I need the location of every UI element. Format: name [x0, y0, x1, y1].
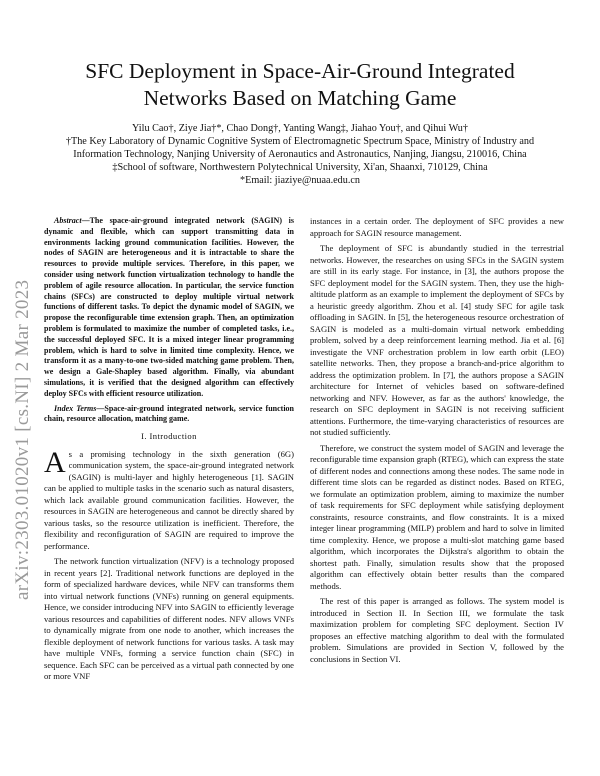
- abstract: [44, 216, 294, 400]
- intro-paragraph-2: The network function virtualization (NFV) is a technology proposed in recent years [2]. Traditional network functions are deployed in the form of specialized hardware devices, while NFV can transforms them into virtual network functions (VNFs) running on general equipments. Hence, we consider introducing NFV into SAGIN to efficiently leverage various resources and capabilities of different nodes. NFV allows VNFs to dynamically migrate from one node to another, which increases the flexible deployment of network functions for various tasks. A task may have multiple VNFs, forming a service function chain (SFC) in sequence. Each SFC can be perceived as a virtual path connected by one or more VNF: [44, 556, 294, 682]
- author-block: [30, 122, 570, 187]
- index-terms-label: Index Terms: [54, 403, 97, 413]
- right-paragraph-1: instances in a certain order. The deployment of SFC provides a new approach for SAGIN resource management.: [310, 216, 564, 238]
- affiliation-2: ‡School of software, Northwestern Polytechnical University, Xi'an, Shaanxi, 710129, China: [112, 162, 488, 173]
- paper-title: [40, 58, 560, 112]
- abstract-body: —The space-air-ground integrated network (SAGIN) is dynamic and flexible, which can support transmitting data in environments lacking ground communication facilities. However, the nodes of SAGIN are heterogeneous and it is intractable to share the resources to provide multiple services. Therefore, in this paper, we consider using network function virtualization technology to handle the problem of agile resource allocation. In particular, the service function chains (SFCs) are constructed to deploy multiple virtual network functions of different tasks. To depict the dynamic model of SAGIN, we propose the reconfigurable time extension graph. Then, an optimization problem is formulated to maximize the number of completed tasks, i.e., the successful deployed SFC. It is a mixed integer linear programming problem, which is hard to solve in limited time complexity. Hence, we transform it as a many-to-one two-sided matching game problem. Then, we design a Gale-Shapley based algorithm. Finally, via abundant simulations, it is verified that the designed algorithm can effectively deploy SFCs with efficient resource utilization.: [44, 216, 294, 398]
- right-paragraph-4: The rest of this paper is arranged as follows. The system model is introduced in Section II. In Section III, we formulate the task maximization problem for completing SFC deployment. Section IV proposes an effective matching algorithm to deal with the formulated problem. Simulations are provided in Section V, followed by the conclusions in Section VI.: [310, 596, 564, 664]
- right-column: [310, 216, 564, 669]
- arxiv-stamp: [4, 200, 34, 600]
- index-terms-body: —Space-air-ground integrated network, service function chain, resource allocation, matching game.: [44, 403, 295, 424]
- left-column: [44, 216, 294, 687]
- author-email: *Email: jiaziye@nuaa.edu.cn: [240, 175, 360, 186]
- affiliation-1b: Information Technology, Nanjing University of Aeronautics and Astronautics, Nanjing, Jiangsu, 210016, China: [73, 149, 527, 160]
- right-paragraph-2: The deployment of SFC is abundantly studied in the terrestrial networks. However, the researches on using SFCs in the SAGIN system are still in its early stage. For instance, in [3], the authors propose the SFC deployment model for the SAGIN system. Then, they use the high-altitude platform as an example to implement the deployment of SFCs by a heuristic greedy algorithm. Zhou et al. [4] study SFC for agile task offloading in SAGIN. In [5], the heterogeneous resource orchestration of SAGIN is modeled as a multi-domain virtual network embedding problem, solved by a deep reinforcement learning method. Jia et al. [6] investigate the VNF orchestration problem in low earth orbit (LEO) satellite networks. Then, they propose a branch-and-price algorithm to address the optimization problem. In [7], the authors propose a SAGIN architecture for Internet of vehicles based on software-defined networking and NFV. However, as far as the authors' knowledge, the research on SFC deployment in SAGIN is not receiving sufficient attentions. Furthermore, the time-varying characteristics of resources are not studied sufficiently.: [310, 243, 564, 437]
- intro-paragraph-1-text: s a promising technology in the sixth generation (6G) communication system, the space-air-ground integrated network (SAGIN) is multi-layer and highly heterogeneous [1]. SAGIN can be applied to multiple tasks in the scenario such as natural disasters, which lack available ground communication facilities. However, the resources in SAGIN are heterogeneous and cannot be directly shared by various tasks, so the resource utilization is inefficient. Therefore, the flexibility and reconfiguration of SAGIN are required to improve the performance.: [44, 448, 294, 551]
- title-line-1: SFC Deployment in Space-Air-Ground Integrated: [85, 59, 515, 83]
- right-paragraph-3: Therefore, we construct the system model of SAGIN and leverage the reconfigurable time expansion graph (RTEG), which can express the state of different nodes and connections among these nodes. The same node in different time slots can be regarded as distinct nodes. Based on RTEG, we formulate an optimization problem, aiming to maximize the number of task requirements for SFC deployment while satisfying deployment constraints, resource constraints, and flow constraints. It is a mixed integer linear programming (MILP) problem and hard to solve in limited time complexity. Hence, we propose a multi-slot matching game based algorithm, which incorporates the Dijkstra's algorithm to obtain the shortest path. Finally, simulation results show that the proposed algorithm can effectively obtain better results than the compared methods.: [310, 442, 564, 591]
- index-terms: [44, 404, 294, 426]
- drop-cap: A: [44, 445, 66, 479]
- affiliation-1a: †The Key Laboratory of Dynamic Cognitive System of Electromagnetic Spectrum Space, Ministry of Industry and: [65, 136, 535, 147]
- title-line-2: Networks Based on Matching Game: [143, 86, 457, 110]
- arxiv-stamp-text: arXiv:2303.01020v1 [cs.NI] 2 Mar 2023: [12, 279, 33, 600]
- section-heading-introduction: I. Introduction: [141, 431, 197, 442]
- intro-paragraph-1: [44, 445, 294, 553]
- author-names: Yilu Cao†, Ziye Jia†*, Chao Dong†, Yanting Wang‡, Jiahao You†, and Qihui Wu†: [132, 123, 468, 134]
- abstract-label: Abstract: [54, 216, 82, 225]
